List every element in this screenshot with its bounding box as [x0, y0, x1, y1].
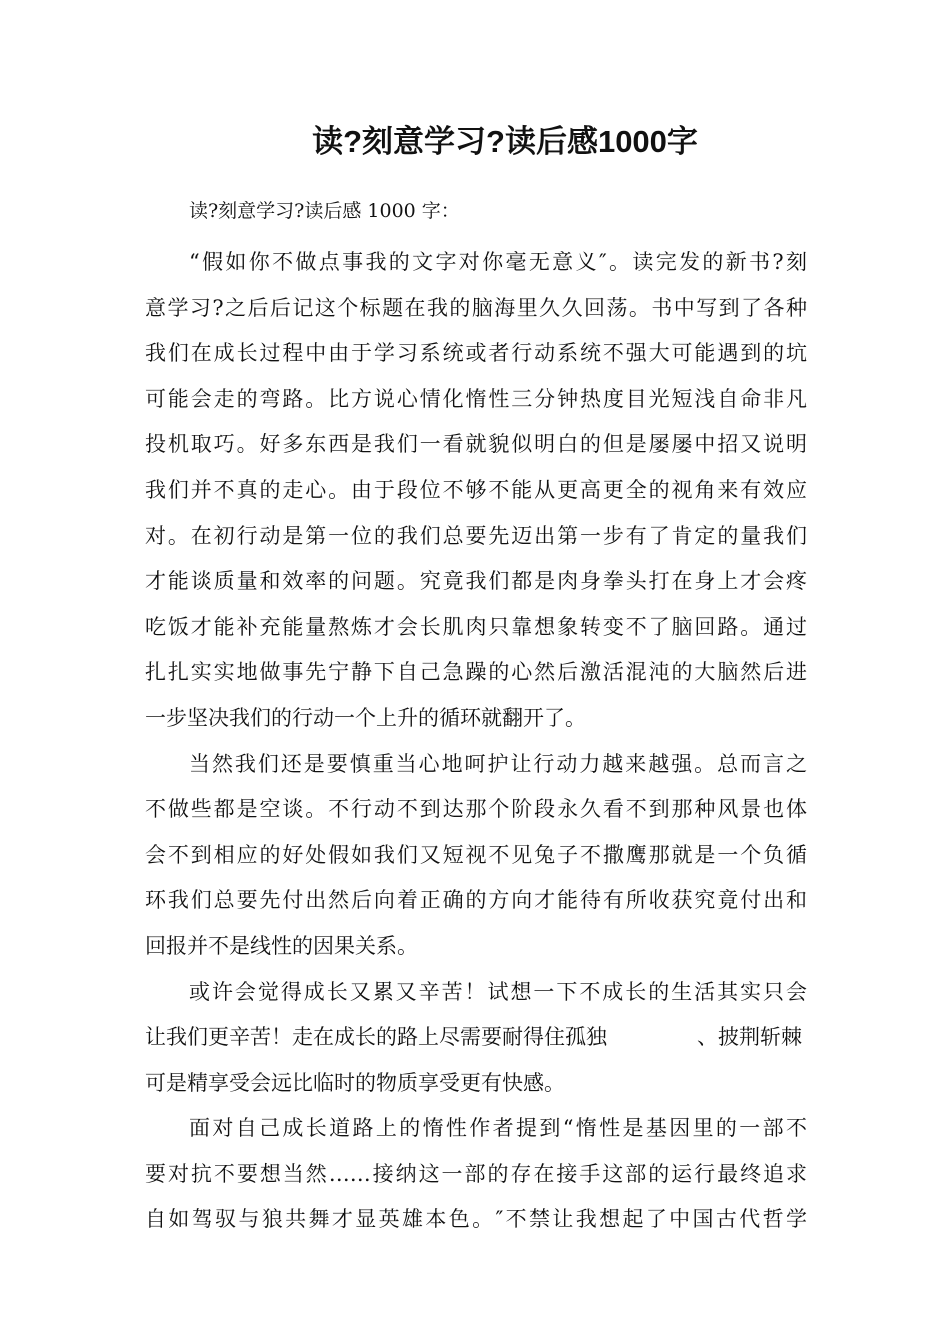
paragraph-line: 会不到相应的好处假如我们又短视不见兔子不撒鹰那就是一个负循	[145, 842, 807, 867]
paragraph-line-with-gap	[145, 1015, 807, 1061]
paragraph-line: 可能会走的弯路。比方说心情化惰性三分钟热度目光短浅自命非凡	[145, 386, 807, 411]
paragraph-line: 回报并不是线性的因果关系。	[145, 933, 418, 958]
paragraph-line: 或许会觉得成长又累又辛苦！试想一下不成长的生活其实只会	[189, 979, 807, 1004]
paragraph-line: 自如驾驭与狼共舞才显英雄本色。″不禁让我想起了中国古代哲学	[145, 1207, 807, 1232]
paragraph-line: 吃饭才能补充能量熬炼才会长肌肉只靠想象转变不了脑回路。通过	[145, 614, 807, 639]
document-body	[145, 240, 807, 1243]
paragraph-line: 可是精享受会远比临时的物质享受更有快感。	[145, 1070, 565, 1095]
paragraph-line: 意学习?之后后记这个标题在我的脑海里久久回荡。书中写到了各种	[145, 295, 807, 320]
paragraph-line: 一步坚决我们的行动一个上升的循环就翻开了。	[145, 705, 586, 730]
document-subtitle: 读?刻意学习?读后感 1000 字：	[189, 200, 460, 222]
paragraph-line: 我们在成长过程中由于学习系统或者行动系统不强大可能遇到的坑	[145, 341, 807, 366]
paragraph-line: “假如你不做点事我的文字对你毫无意义″。读完发的新书?刻	[189, 250, 807, 274]
paragraph-line: 对。在初行动是第一位的我们总要先迈出第一步有了肯定的量我们	[145, 523, 807, 548]
paragraph-line: 不做些都是空谈。不行动不到达那个阶段永久看不到那种风景也体	[145, 797, 807, 822]
paragraph-line: 扎扎实实地做事先宁静下自己急躁的心然后激活混沌的大脑然后进	[145, 660, 807, 685]
paragraph-line: 面对自己成长道路上的惰性作者提到“惰性是基因里的一部不	[189, 1116, 807, 1141]
paragraph-line: 才能谈质量和效率的问题。究竟我们都是肉身拳头打在身上才会疼	[145, 569, 807, 594]
paragraph-line-segment: 、披荆斩棘	[697, 1025, 802, 1050]
paragraph-line: 当然我们还是要慎重当心地呵护让行动力越来越强。总而言之	[189, 751, 807, 776]
paragraph-line: 我们并不真的走心。由于段位不够不能从更高更全的视角来有效应	[145, 477, 807, 502]
paragraph-line: 投机取巧。好多东西是我们一看就貌似明白的但是屡屡中招又说明	[145, 432, 807, 457]
paragraph-line: 要对抗不要想当然……接纳这一部的存在接手这部的运行最终追求	[145, 1161, 807, 1186]
paragraph-line: 环我们总要先付出然后向着正确的方向才能待有所收获究竟付出和	[145, 888, 807, 913]
document-title: 读?刻意学习?读后感1000字	[312, 124, 698, 159]
paragraph-line-segment: 让我们更辛苦！走在成长的路上尽需要耐得住孤独	[145, 1025, 607, 1050]
